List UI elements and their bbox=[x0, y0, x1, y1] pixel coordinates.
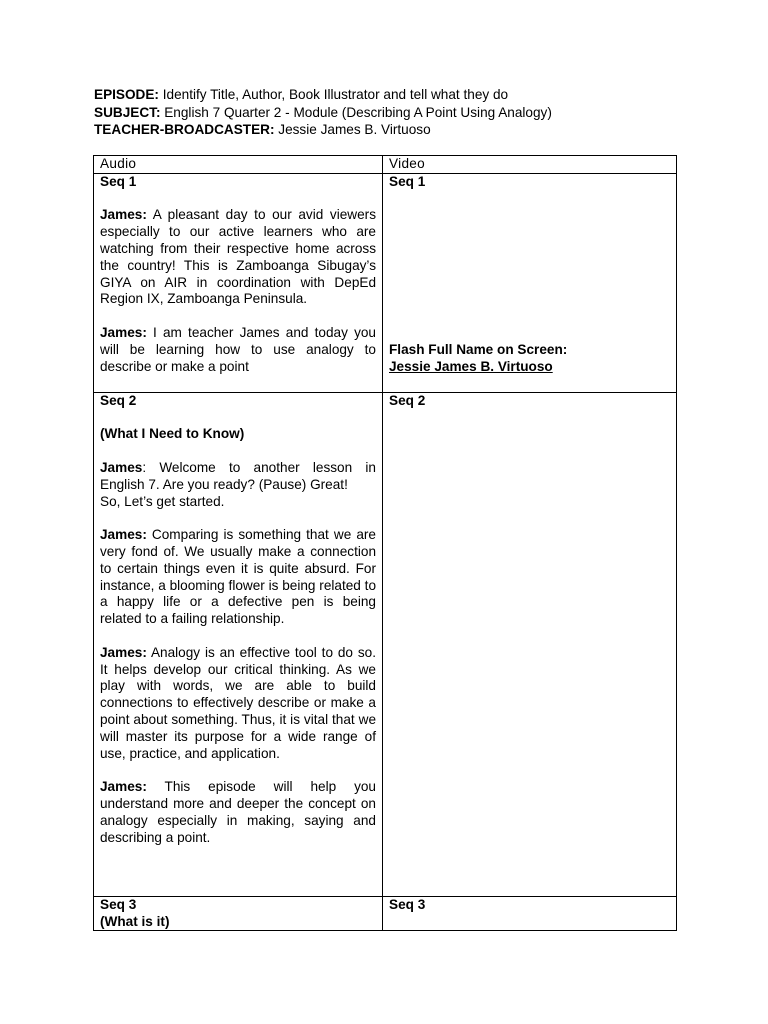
seq1-video-instruction bbox=[389, 342, 567, 376]
paragraph-text: I am teacher James and today you will be learning how to use analogy to describe or make a point bbox=[100, 324, 376, 374]
subject-value: English 7 Quarter 2 - Module (Describing A Point Using Analogy) bbox=[160, 104, 552, 120]
seq1-paragraph-2 bbox=[100, 325, 376, 375]
table-row-seq3 bbox=[94, 896, 677, 931]
script-header bbox=[94, 86, 694, 139]
teacher-line bbox=[94, 121, 694, 139]
subject-label: SUBJECT: bbox=[94, 104, 161, 120]
seq1-video-cell bbox=[383, 173, 677, 392]
speaker-label: James: bbox=[100, 527, 147, 543]
episode-value: Identify Title, Author, Book Illustrator and tell what they do bbox=[158, 87, 509, 102]
teacher-label: TEACHER-BROADCASTER: bbox=[94, 122, 275, 137]
seq2-paragraph-1-line2: So, Let’s get started. bbox=[100, 493, 225, 509]
speaker-label: James: bbox=[100, 324, 147, 340]
seq1-audio-title: Seq 1 bbox=[100, 173, 137, 189]
speaker-label: James: bbox=[100, 207, 147, 223]
episode-line bbox=[94, 86, 694, 104]
table-row-seq2 bbox=[94, 392, 677, 896]
seq2-section-heading: (What I Need to Know) bbox=[100, 426, 245, 442]
seq2-video-title: Seq 2 bbox=[389, 392, 426, 408]
seq3-video-title: Seq 3 bbox=[389, 896, 426, 912]
table-header-row bbox=[94, 156, 677, 174]
seq2-audio-title: Seq 2 bbox=[100, 392, 137, 408]
seq3-section-heading: (What is it) bbox=[100, 913, 170, 929]
paragraph-text: This episode will help you understand more and deeper the concept on analogy especially in making, saying and describing a point. bbox=[100, 779, 376, 845]
seq2-paragraph-3 bbox=[100, 645, 376, 763]
audio-video-table bbox=[93, 155, 677, 931]
paragraph-text: : Welcome to another lesson in English 7. Are you ready? (Pause) Great! bbox=[100, 459, 376, 492]
broadcaster-name: Jessie James B. Virtuoso bbox=[389, 358, 553, 374]
video-column-header: Video bbox=[383, 156, 677, 174]
teacher-value: Jessie James B. Virtuoso bbox=[274, 122, 431, 137]
seq2-paragraph-2 bbox=[100, 527, 376, 628]
seq1-audio-cell bbox=[94, 173, 383, 392]
flash-name-instruction: Flash Full Name on Screen: bbox=[389, 341, 568, 357]
seq1-paragraph-1 bbox=[100, 207, 376, 308]
seq1-video-title: Seq 1 bbox=[389, 173, 426, 189]
audio-column-header: Audio bbox=[94, 156, 383, 174]
paragraph-text: Analogy is an effective tool to do so. It helps develop our critical thinking. As we play with words, we are able to build connections to effectively describe or make a point about something. Thus, it is vital that we will master its purpose for a wide range of use, practice, and application. bbox=[100, 644, 376, 761]
speaker-label: James: bbox=[100, 644, 147, 660]
seq2-paragraph-4 bbox=[100, 779, 376, 846]
seq3-video-cell bbox=[383, 896, 677, 931]
speaker-label: James: bbox=[100, 779, 147, 795]
seq3-audio-cell bbox=[94, 896, 383, 931]
paragraph-text: A pleasant day to our avid viewers especially to our active learners who are watching from their respective home across the country! This is Zamboanga Sibugay’s GIYA on AIR in coordination with DepEd Region IX, Zamboanga Peninsula. bbox=[100, 207, 376, 307]
seq2-paragraph-1 bbox=[100, 460, 376, 494]
seq2-video-cell bbox=[383, 392, 677, 896]
seq2-audio-cell bbox=[94, 392, 383, 896]
speaker-label: James bbox=[100, 459, 143, 475]
episode-label: EPISODE: bbox=[94, 87, 159, 102]
subject-line bbox=[94, 104, 694, 122]
paragraph-text: Comparing is something that we are very fond of. We usually make a connection to certain things even it is quite absurd. For instance, a blooming flower is being related to a happy life or a defective pen is being related to a failing relationship. bbox=[100, 527, 376, 627]
seq3-audio-title: Seq 3 bbox=[100, 896, 137, 912]
table-row-seq1 bbox=[94, 173, 677, 392]
